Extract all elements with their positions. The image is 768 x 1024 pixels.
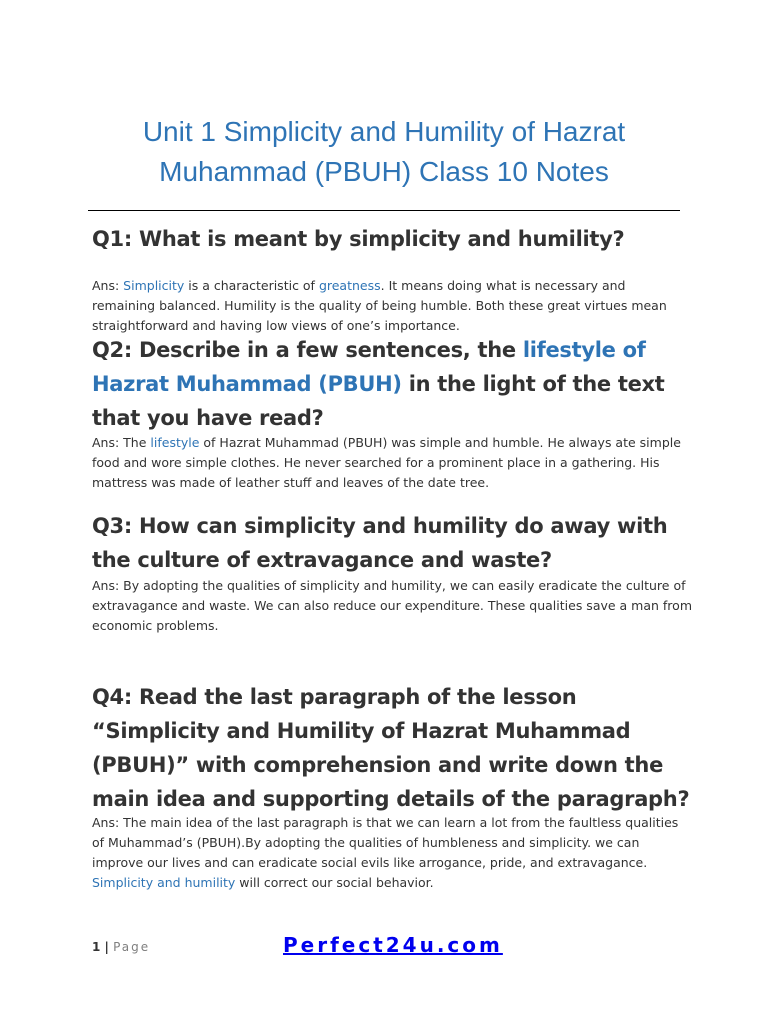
lifestyle-link[interactable]: lifestyle [150, 435, 200, 450]
answer-2-prefix: Ans: The [92, 435, 151, 450]
question-2 [92, 333, 692, 435]
title-line-1: Unit 1 Simplicity and Humility of Hazrat [142, 116, 626, 147]
answer-1 [92, 276, 692, 336]
lifestyle-heading-link[interactable]: lifestyle of Hazrat Muhammad (PBUH) [92, 338, 646, 396]
page-separator: | [100, 940, 114, 954]
page-number: 1 [92, 940, 101, 954]
answer-1-mid: is a characteristic of [184, 278, 319, 293]
answer-4-rest: will correct our social behavior. [235, 875, 434, 890]
title-line-2: Muhammad (PBUH) Class 10 Notes [159, 156, 609, 187]
answer-1-prefix: Ans: [92, 278, 124, 293]
question-2-suffix: in the light of the text that you have read? [92, 372, 665, 430]
answer-4 [92, 813, 692, 893]
site-brand-link[interactable]: Perfect24u.com [283, 933, 503, 957]
page-footer [92, 940, 150, 954]
simplicity-humility-link[interactable]: Simplicity and humility [92, 875, 236, 890]
simplicity-link[interactable]: Simplicity [123, 278, 185, 293]
greatness-link[interactable]: greatness [318, 278, 381, 293]
answer-1-rest: . It means doing what is necessary and remaining balanced. Humility is the quality of being humble. Both these great virtues mean straightforward and having low views of one’s importance. [92, 278, 667, 333]
question-4: Q4: Read the last paragraph of the lesson “Simplicity and Humility of Hazrat Muhammad (PBUH)” with comprehension and write down the main idea and supporting details of the paragraph? [92, 685, 690, 811]
answer-4-text: Ans: The main idea of the last paragraph is that we can learn a lot from the faultless qualities of Muhammad’s (PBUH).By adopting the qualities of humbleness and simplicity. we can improve our lives and can eradicate social evils like arrogance, pride, and extravagance. [92, 815, 679, 870]
question-3: Q3: How can simplicity and humility do away with the culture of extravagance and waste? [92, 514, 668, 572]
question-2-prefix: Q2: Describe in a few sentences, the [92, 338, 523, 362]
question-1: Q1: What is meant by simplicity and humility? [92, 227, 625, 251]
answer-2-rest: of Hazrat Muhammad (PBUH) was simple and humble. He always ate simple food and wore simple clothes. He never searched for a prominent place in a gathering. His mattress was made of leather stuff and leaves of the date tree. [92, 435, 681, 490]
page-title [90, 112, 678, 192]
answer-2 [92, 433, 692, 493]
page-label: Page [113, 940, 151, 954]
title-divider [88, 210, 680, 211]
answer-3: Ans: By adopting the qualities of simplicity and humility, we can easily eradicate the culture of extravagance and waste. We can also reduce our expenditure. These qualities save a man from economic problems. [92, 578, 692, 633]
